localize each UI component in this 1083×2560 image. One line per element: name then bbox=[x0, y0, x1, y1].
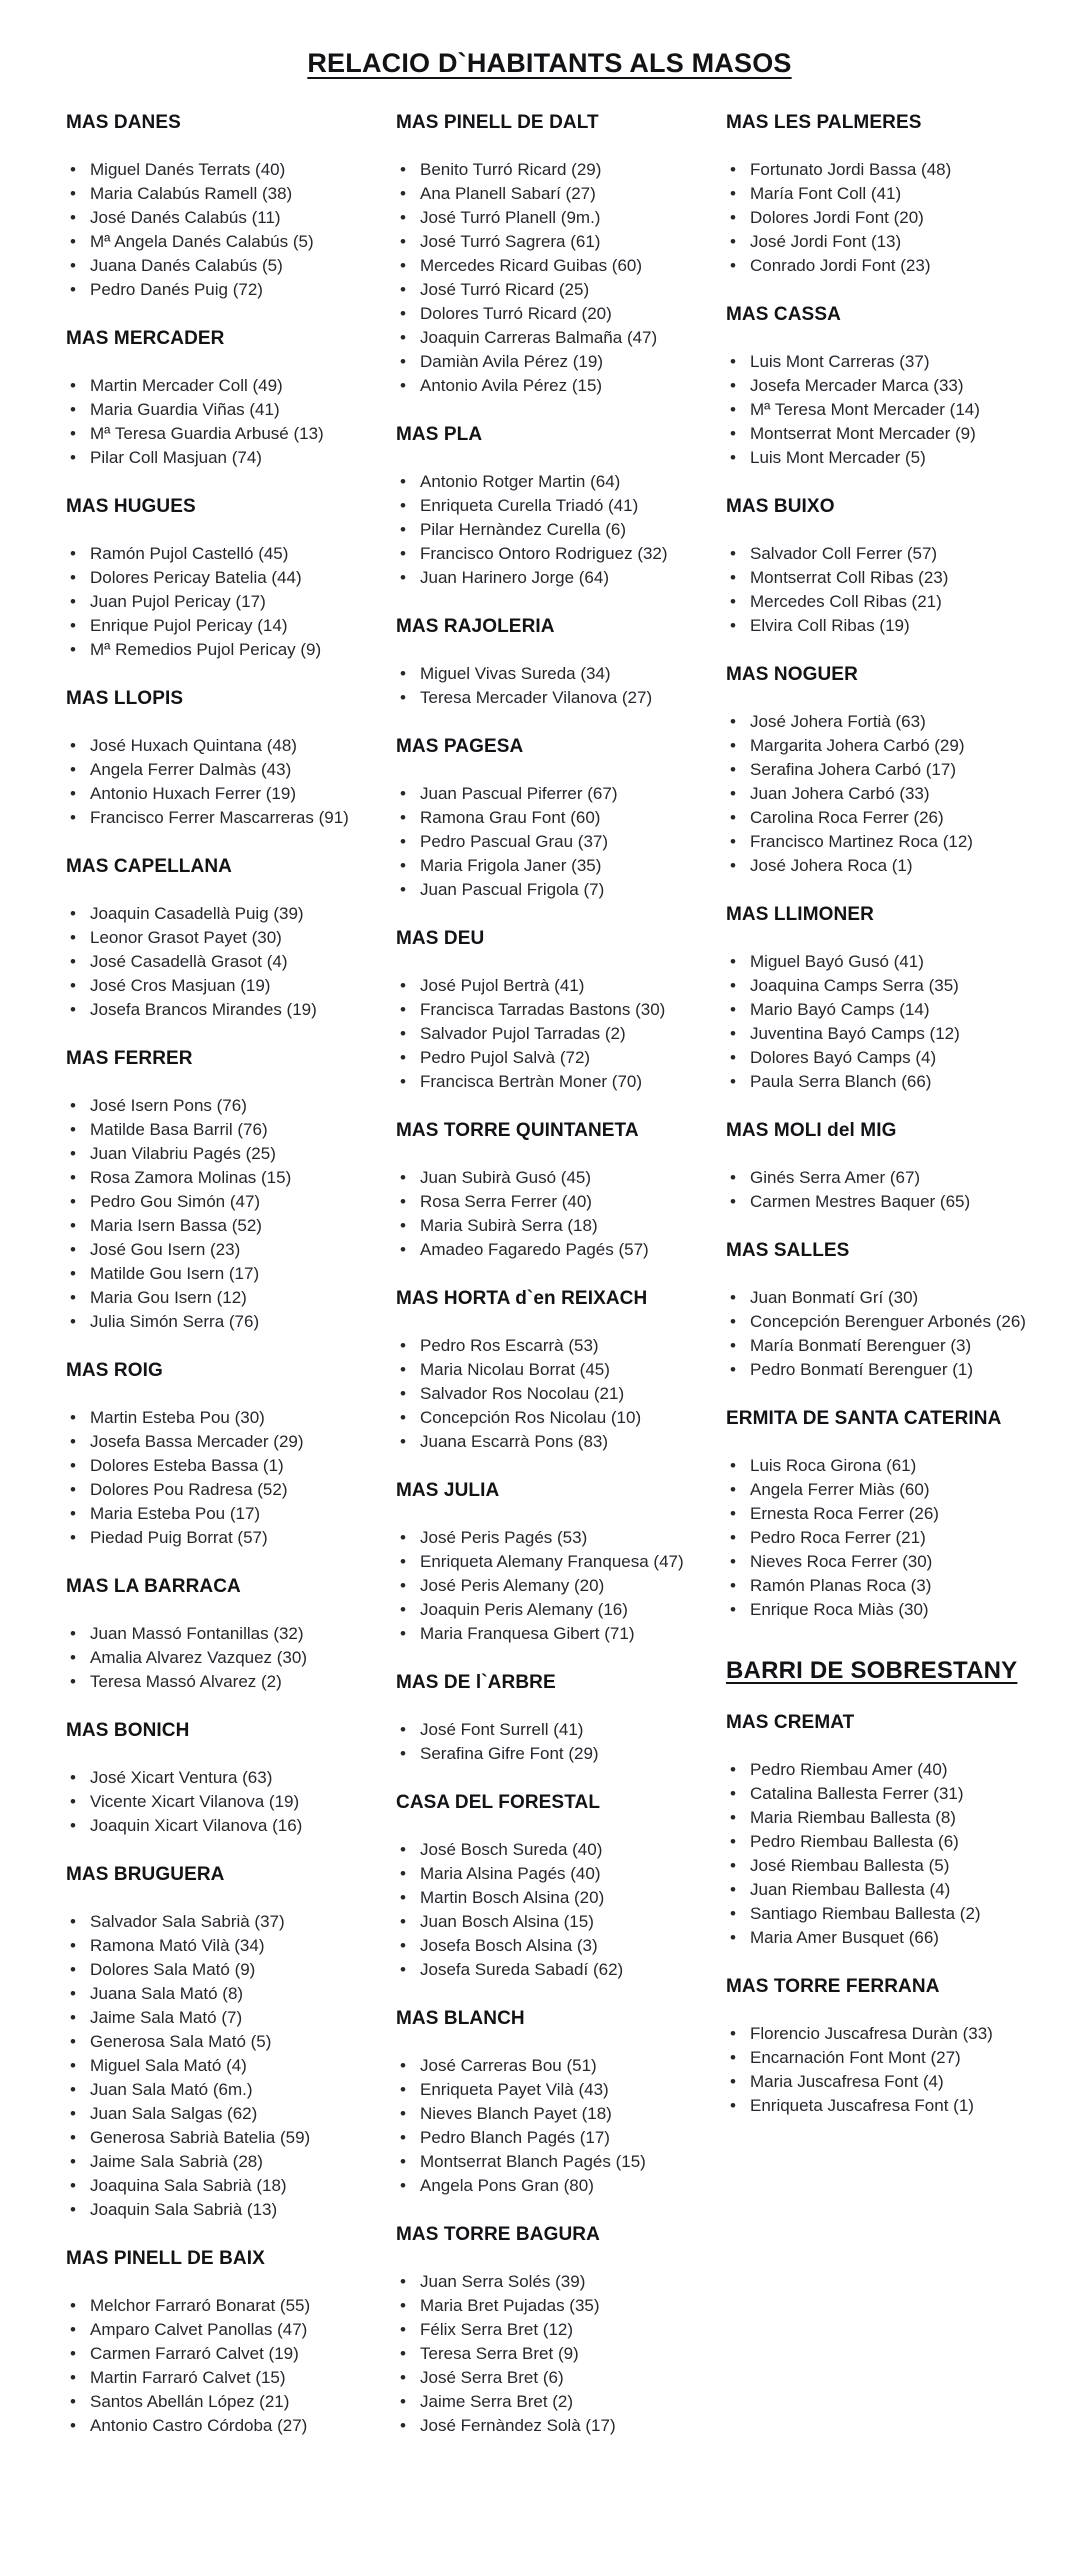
resident-item: • Leonor Grasot Payet (30) bbox=[66, 926, 358, 950]
resident-item: • Margarita Johera Carbó (29) bbox=[726, 734, 1041, 758]
resident-item: • Pedro Riembau Ballesta (6) bbox=[726, 1830, 1041, 1854]
resident-item: • Pedro Roca Ferrer (21) bbox=[726, 1526, 1041, 1550]
resident-item: • Pilar Coll Masjuan (74) bbox=[66, 446, 358, 470]
resident-list bbox=[726, 350, 1041, 470]
section-heading: MAS HUGUES bbox=[66, 496, 196, 517]
resident-item: • Montserrat Coll Ribas (23) bbox=[726, 566, 1041, 590]
section-heading: MAS DE l`ARBRE bbox=[396, 1672, 556, 1693]
resident-item: • Maria Amer Busquet (66) bbox=[726, 1926, 1041, 1950]
resident-item: • Miguel Sala Mató (4) bbox=[66, 2054, 358, 2078]
resident-item: • José Peris Alemany (20) bbox=[396, 1574, 688, 1598]
resident-list bbox=[726, 158, 1041, 278]
resident-item: • Pedro Riembau Amer (40) bbox=[726, 1758, 1041, 1782]
resident-item: • Ramón Planas Roca (3) bbox=[726, 1574, 1041, 1598]
resident-item: • Matilde Gou Isern (17) bbox=[66, 1262, 358, 1286]
resident-item: • Matilde Basa Barril (76) bbox=[66, 1118, 358, 1142]
resident-item: • Juan Johera Carbó (33) bbox=[726, 782, 1041, 806]
resident-item: • Montserrat Blanch Pagés (15) bbox=[396, 2150, 688, 2174]
resident-item: • Antonio Castro Córdoba (27) bbox=[66, 2414, 358, 2438]
resident-item: • Montserrat Mont Mercader (9) bbox=[726, 422, 1041, 446]
resident-item: • Jaime Sala Mató (7) bbox=[66, 2006, 358, 2030]
resident-item: • Juana Sala Mató (8) bbox=[66, 1982, 358, 2006]
resident-item: • Pedro Pujol Salvà (72) bbox=[396, 1046, 688, 1070]
resident-item: • Juan Vilabriu Pagés (25) bbox=[66, 1142, 358, 1166]
resident-item: • Mario Bayó Camps (14) bbox=[726, 998, 1041, 1022]
resident-item: • Jaime Sala Sabrià (28) bbox=[66, 2150, 358, 2174]
resident-item: • Pedro Danés Puig (72) bbox=[66, 278, 358, 302]
resident-item: • Rosa Serra Ferrer (40) bbox=[396, 1190, 688, 1214]
resident-list bbox=[396, 662, 688, 710]
resident-list bbox=[726, 1286, 1041, 1382]
resident-item: • Mercedes Ricard Guibas (60) bbox=[396, 254, 688, 278]
resident-list bbox=[396, 1526, 688, 1646]
section-heading: MAS MERCADER bbox=[66, 328, 225, 349]
resident-item: • Pedro Pascual Grau (37) bbox=[396, 830, 688, 854]
columns bbox=[66, 110, 1033, 2438]
section-heading: MAS CAPELLANA bbox=[66, 856, 232, 877]
resident-list bbox=[396, 158, 688, 398]
resident-item: • Juan Subirà Gusó (45) bbox=[396, 1166, 688, 1190]
resident-item: • Pilar Hernàndez Curella (6) bbox=[396, 518, 688, 542]
section-heading: MAS LLIMONER bbox=[726, 904, 874, 925]
resident-item: • Carolina Roca Ferrer (26) bbox=[726, 806, 1041, 830]
resident-item: • José Cros Masjuan (19) bbox=[66, 974, 358, 998]
resident-item: • Maria Calabús Ramell (38) bbox=[66, 182, 358, 206]
resident-item: • Dolores Turró Ricard (20) bbox=[396, 302, 688, 326]
resident-list bbox=[726, 710, 1041, 878]
resident-item: • Juan Sala Mató (6m.) bbox=[66, 2078, 358, 2102]
resident-item: • Concepción Berenguer Arbonés (26) bbox=[726, 1310, 1041, 1334]
section-heading: MAS PAGESA bbox=[396, 736, 524, 757]
resident-item: • José Font Surrell (41) bbox=[396, 1718, 688, 1742]
resident-item: • Francisca Bertràn Moner (70) bbox=[396, 1070, 688, 1094]
section-heading: MAS BUIXO bbox=[726, 496, 835, 517]
resident-item: • Mª Teresa Guardia Arbusé (13) bbox=[66, 422, 358, 446]
resident-item: • Dolores Pericay Batelia (44) bbox=[66, 566, 358, 590]
resident-item: • Jaime Serra Bret (2) bbox=[396, 2390, 688, 2414]
resident-item: • José Johera Roca (1) bbox=[726, 854, 1041, 878]
resident-item: • Joaquina Sala Sabrià (18) bbox=[66, 2174, 358, 2198]
resident-item: • Salvador Ros Nocolau (21) bbox=[396, 1382, 688, 1406]
resident-item: • Josefa Brancos Mirandes (19) bbox=[66, 998, 358, 1022]
section-heading: MAS MOLI del MIG bbox=[726, 1120, 897, 1141]
section-heading: MAS SALLES bbox=[726, 1240, 850, 1261]
subtitle-heading: BARRI DE SOBRESTANY bbox=[726, 1657, 1018, 1684]
resident-item: • Juan Riembau Ballesta (4) bbox=[726, 1878, 1041, 1902]
section-heading: MAS TORRE QUINTANETA bbox=[396, 1120, 639, 1141]
section-heading: MAS NOGUER bbox=[726, 664, 858, 685]
resident-item: • José Isern Pons (76) bbox=[66, 1094, 358, 1118]
resident-item: • Dolores Bayó Camps (4) bbox=[726, 1046, 1041, 1070]
resident-item: • Luis Mont Mercader (5) bbox=[726, 446, 1041, 470]
resident-item: • Enriqueta Alemany Franquesa (47) bbox=[396, 1550, 688, 1574]
section-heading: CASA DEL FORESTAL bbox=[396, 1792, 601, 1813]
resident-item: • José Serra Bret (6) bbox=[396, 2366, 688, 2390]
resident-item: • María Font Coll (41) bbox=[726, 182, 1041, 206]
resident-item: • Maria Franquesa Gibert (71) bbox=[396, 1622, 688, 1646]
resident-list bbox=[66, 1910, 358, 2222]
section-heading: MAS HORTA d`en REIXACH bbox=[396, 1288, 648, 1309]
resident-item: • Martin Esteba Pou (30) bbox=[66, 1406, 358, 1430]
resident-item: • José Bosch Sureda (40) bbox=[396, 1838, 688, 1862]
resident-item: • Josefa Mercader Marca (33) bbox=[726, 374, 1041, 398]
resident-item: • Serafina Johera Carbó (17) bbox=[726, 758, 1041, 782]
section-heading: MAS LA BARRACA bbox=[66, 1576, 241, 1597]
resident-item: • Carmen Mestres Baquer (65) bbox=[726, 1190, 1041, 1214]
resident-item: • José Turró Sagrera (61) bbox=[396, 230, 688, 254]
resident-item: • Ginés Serra Amer (67) bbox=[726, 1166, 1041, 1190]
resident-item: • Juan Pascual Frigola (7) bbox=[396, 878, 688, 902]
resident-item: • Teresa Massó Alvarez (2) bbox=[66, 1670, 358, 1694]
resident-list bbox=[726, 542, 1041, 638]
resident-item: • José Carreras Bou (51) bbox=[396, 2054, 688, 2078]
resident-item: • Teresa Mercader Vilanova (27) bbox=[396, 686, 688, 710]
resident-item: • Juan Pujol Pericay (17) bbox=[66, 590, 358, 614]
resident-item: • Salvador Pujol Tarradas (2) bbox=[396, 1022, 688, 1046]
resident-list bbox=[726, 1166, 1041, 1214]
resident-item: • Encarnación Font Mont (27) bbox=[726, 2046, 1041, 2070]
resident-item: • Elvira Coll Ribas (19) bbox=[726, 614, 1041, 638]
resident-list bbox=[726, 2022, 1041, 2118]
resident-item: • José Danés Calabús (11) bbox=[66, 206, 358, 230]
resident-item: • Joaquin Peris Alemany (16) bbox=[396, 1598, 688, 1622]
resident-item: • Ramona Mató Vilà (34) bbox=[66, 1934, 358, 1958]
resident-item: • Enrique Roca Miàs (30) bbox=[726, 1598, 1041, 1622]
resident-item: • Mercedes Coll Ribas (21) bbox=[726, 590, 1041, 614]
resident-item: • Maria Guardia Viñas (41) bbox=[66, 398, 358, 422]
resident-list bbox=[66, 2294, 358, 2438]
resident-item: • Angela Pons Gran (80) bbox=[396, 2174, 688, 2198]
column-2 bbox=[396, 110, 688, 2438]
resident-item: • Maria Riembau Ballesta (8) bbox=[726, 1806, 1041, 1830]
resident-item: • Conrado Jordi Font (23) bbox=[726, 254, 1041, 278]
resident-item: • Amalia Alvarez Vazquez (30) bbox=[66, 1646, 358, 1670]
resident-item: • Carmen Farraró Calvet (19) bbox=[66, 2342, 358, 2366]
resident-item: • Salvador Coll Ferrer (57) bbox=[726, 542, 1041, 566]
section-heading: MAS TORRE FERRANA bbox=[726, 1976, 940, 1997]
section-heading: MAS FERRER bbox=[66, 1048, 193, 1069]
resident-item: • Juana Danés Calabús (5) bbox=[66, 254, 358, 278]
resident-item: • Vicente Xicart Vilanova (19) bbox=[66, 1790, 358, 1814]
resident-item: • Enriqueta Juscafresa Font (1) bbox=[726, 2094, 1041, 2118]
resident-item: • Miguel Vivas Sureda (34) bbox=[396, 662, 688, 686]
resident-item: • Melchor Farraró Bonarat (55) bbox=[66, 2294, 358, 2318]
resident-item: • Juan Sala Salgas (62) bbox=[66, 2102, 358, 2126]
section-heading: MAS BLANCH bbox=[396, 2008, 525, 2029]
resident-item: • Antonio Huxach Ferrer (19) bbox=[66, 782, 358, 806]
resident-item: • José Casadellà Grasot (4) bbox=[66, 950, 358, 974]
resident-item: • Amadeo Fagaredo Pagés (57) bbox=[396, 1238, 688, 1262]
resident-item: • José Jordi Font (13) bbox=[726, 230, 1041, 254]
resident-item: • Teresa Serra Bret (9) bbox=[396, 2342, 688, 2366]
resident-item: • Antonio Rotger Martin (64) bbox=[396, 470, 688, 494]
resident-item: • Dolores Esteba Bassa (1) bbox=[66, 1454, 358, 1478]
resident-list bbox=[396, 2270, 688, 2438]
resident-list bbox=[396, 1838, 688, 1982]
resident-item: • Julia Simón Serra (76) bbox=[66, 1310, 358, 1334]
resident-item: • Fortunato Jordi Bassa (48) bbox=[726, 158, 1041, 182]
resident-item: • Joaquin Casadellà Puig (39) bbox=[66, 902, 358, 926]
resident-item: • José Peris Pagés (53) bbox=[396, 1526, 688, 1550]
resident-item: • Luis Roca Girona (61) bbox=[726, 1454, 1041, 1478]
resident-item: • Salvador Sala Sabrià (37) bbox=[66, 1910, 358, 1934]
resident-item: • Maria Isern Bassa (52) bbox=[66, 1214, 358, 1238]
section-heading: MAS PINELL DE BAIX bbox=[66, 2248, 265, 2269]
resident-list bbox=[66, 1622, 358, 1694]
resident-list bbox=[396, 1718, 688, 1766]
resident-item: • Pedro Gou Simón (47) bbox=[66, 1190, 358, 1214]
resident-item: • Paula Serra Blanch (66) bbox=[726, 1070, 1041, 1094]
resident-item: • Catalina Ballesta Ferrer (31) bbox=[726, 1782, 1041, 1806]
resident-list bbox=[66, 374, 358, 470]
resident-list bbox=[396, 1166, 688, 1262]
resident-item: • Miguel Danés Terrats (40) bbox=[66, 158, 358, 182]
section-heading: MAS JULIA bbox=[396, 1480, 500, 1501]
section-heading: MAS LLOPIS bbox=[66, 688, 184, 709]
resident-item: • Ernesta Roca Ferrer (26) bbox=[726, 1502, 1041, 1526]
resident-item: • Benito Turró Ricard (29) bbox=[396, 158, 688, 182]
resident-item: • Dolores Jordi Font (20) bbox=[726, 206, 1041, 230]
resident-list bbox=[726, 1758, 1041, 1950]
resident-item: • Félix Serra Bret (12) bbox=[396, 2318, 688, 2342]
resident-item: • Pedro Blanch Pagés (17) bbox=[396, 2126, 688, 2150]
section-heading: MAS CREMAT bbox=[726, 1712, 855, 1733]
resident-item: • José Turró Planell (9m.) bbox=[396, 206, 688, 230]
resident-item: • Joaquin Sala Sabrià (13) bbox=[66, 2198, 358, 2222]
resident-list bbox=[66, 1094, 358, 1334]
resident-item: • Maria Nicolau Borrat (45) bbox=[396, 1358, 688, 1382]
resident-list bbox=[66, 1766, 358, 1838]
resident-item: • Joaquin Xicart Vilanova (16) bbox=[66, 1814, 358, 1838]
resident-list bbox=[66, 902, 358, 1022]
resident-list bbox=[66, 1406, 358, 1550]
resident-item: • Maria Esteba Pou (17) bbox=[66, 1502, 358, 1526]
resident-item: • Juan Bonmatí Grí (30) bbox=[726, 1286, 1041, 1310]
resident-item: • Maria Alsina Pagés (40) bbox=[396, 1862, 688, 1886]
resident-item: • Maria Gou Isern (12) bbox=[66, 1286, 358, 1310]
resident-item: • José Riembau Ballesta (5) bbox=[726, 1854, 1041, 1878]
section-heading: MAS LES PALMERES bbox=[726, 112, 922, 133]
section-heading: MAS BONICH bbox=[66, 1720, 190, 1741]
resident-item: • José Xicart Ventura (63) bbox=[66, 1766, 358, 1790]
resident-item: • Enriqueta Payet Vilà (43) bbox=[396, 2078, 688, 2102]
resident-item: • Miguel Bayó Gusó (41) bbox=[726, 950, 1041, 974]
resident-item: • Santiago Riembau Ballesta (2) bbox=[726, 1902, 1041, 1926]
resident-list bbox=[396, 974, 688, 1094]
section-heading: MAS RAJOLERIA bbox=[396, 616, 555, 637]
resident-item: • Damiàn Avila Pérez (19) bbox=[396, 350, 688, 374]
section-heading: MAS TORRE BAGURA bbox=[396, 2224, 600, 2245]
resident-item: • Josefa Bosch Alsina (3) bbox=[396, 1934, 688, 1958]
section-heading: MAS CASSA bbox=[726, 304, 841, 325]
resident-item: • Ramona Grau Font (60) bbox=[396, 806, 688, 830]
resident-item: • Juan Bosch Alsina (15) bbox=[396, 1910, 688, 1934]
resident-item: • María Bonmatí Berenguer (3) bbox=[726, 1334, 1041, 1358]
resident-item: • Nieves Roca Ferrer (30) bbox=[726, 1550, 1041, 1574]
resident-item: • Juan Serra Solés (39) bbox=[396, 2270, 688, 2294]
page-title: RELACIO D`HABITANTS ALS MASOS bbox=[307, 48, 792, 78]
section-heading: MAS BRUGUERA bbox=[66, 1864, 225, 1885]
resident-item: • Josefa Sureda Sabadí (62) bbox=[396, 1958, 688, 1982]
resident-item: • Dolores Pou Radresa (52) bbox=[66, 1478, 358, 1502]
resident-item: • José Gou Isern (23) bbox=[66, 1238, 358, 1262]
resident-list bbox=[396, 1334, 688, 1454]
resident-item: • Martin Farraró Calvet (15) bbox=[66, 2366, 358, 2390]
resident-item: • José Johera Fortià (63) bbox=[726, 710, 1041, 734]
resident-item: • Maria Subirà Serra (18) bbox=[396, 1214, 688, 1238]
resident-item: • Nieves Blanch Payet (18) bbox=[396, 2102, 688, 2126]
resident-list bbox=[396, 470, 688, 590]
column-1 bbox=[66, 110, 358, 2438]
column-3 bbox=[726, 110, 1041, 2118]
resident-item: • Piedad Puig Borrat (57) bbox=[66, 1526, 358, 1550]
resident-item: • Maria Frigola Janer (35) bbox=[396, 854, 688, 878]
resident-item: • Josefa Bassa Mercader (29) bbox=[66, 1430, 358, 1454]
resident-list bbox=[396, 782, 688, 902]
resident-item: • Mª Angela Danés Calabús (5) bbox=[66, 230, 358, 254]
resident-item: • Juan Harinero Jorge (64) bbox=[396, 566, 688, 590]
resident-list bbox=[726, 1454, 1041, 1622]
resident-item: • Juan Massó Fontanillas (32) bbox=[66, 1622, 358, 1646]
resident-item: • Generosa Sala Mató (5) bbox=[66, 2030, 358, 2054]
resident-item: • Pedro Ros Escarrà (53) bbox=[396, 1334, 688, 1358]
resident-item: • Martin Mercader Coll (49) bbox=[66, 374, 358, 398]
section-heading: MAS ROIG bbox=[66, 1360, 163, 1381]
resident-item: • Enriqueta Curella Triadó (41) bbox=[396, 494, 688, 518]
resident-item: • Enrique Pujol Pericay (14) bbox=[66, 614, 358, 638]
resident-item: • Juventina Bayó Camps (12) bbox=[726, 1022, 1041, 1046]
resident-item: • Martin Bosch Alsina (20) bbox=[396, 1886, 688, 1910]
resident-item: • Antonio Avila Pérez (15) bbox=[396, 374, 688, 398]
resident-item: • Maria Juscafresa Font (4) bbox=[726, 2070, 1041, 2094]
resident-item: • Francisco Ferrer Mascarreras (91) bbox=[66, 806, 358, 830]
resident-item: • Francisco Ontoro Rodriguez (32) bbox=[396, 542, 688, 566]
resident-list bbox=[66, 734, 358, 830]
resident-item: • Pedro Bonmatí Berenguer (1) bbox=[726, 1358, 1041, 1382]
resident-item: • Francisca Tarradas Bastons (30) bbox=[396, 998, 688, 1022]
resident-item: • José Turró Ricard (25) bbox=[396, 278, 688, 302]
resident-item: • Angela Ferrer Miàs (60) bbox=[726, 1478, 1041, 1502]
resident-item: • Florencio Juscafresa Duràn (33) bbox=[726, 2022, 1041, 2046]
resident-item: • Francisco Martinez Roca (12) bbox=[726, 830, 1041, 854]
section-heading: MAS DEU bbox=[396, 928, 485, 949]
resident-item: • José Pujol Bertrà (41) bbox=[396, 974, 688, 998]
resident-item: • Rosa Zamora Molinas (15) bbox=[66, 1166, 358, 1190]
resident-item: • Mª Remedios Pujol Pericay (9) bbox=[66, 638, 358, 662]
resident-item: • Joaquin Carreras Balmaña (47) bbox=[396, 326, 688, 350]
resident-item: • Serafina Gifre Font (29) bbox=[396, 1742, 688, 1766]
resident-item: • Joaquina Camps Serra (35) bbox=[726, 974, 1041, 998]
resident-item: • José Huxach Quintana (48) bbox=[66, 734, 358, 758]
resident-item: • Juan Pascual Piferrer (67) bbox=[396, 782, 688, 806]
resident-item: • Dolores Sala Mató (9) bbox=[66, 1958, 358, 1982]
resident-item: • Amparo Calvet Panollas (47) bbox=[66, 2318, 358, 2342]
resident-item: • Angela Ferrer Dalmàs (43) bbox=[66, 758, 358, 782]
section-heading: ERMITA DE SANTA CATERINA bbox=[726, 1408, 1002, 1429]
resident-item: • Mª Teresa Mont Mercader (14) bbox=[726, 398, 1041, 422]
resident-item: • Generosa Sabrià Batelia (59) bbox=[66, 2126, 358, 2150]
resident-item: • Juana Escarrà Pons (83) bbox=[396, 1430, 688, 1454]
resident-item: • José Fernàndez Solà (17) bbox=[396, 2414, 688, 2438]
resident-item: • Maria Bret Pujadas (35) bbox=[396, 2294, 688, 2318]
resident-list bbox=[66, 542, 358, 662]
resident-list bbox=[66, 158, 358, 302]
resident-item: • Ramón Pujol Castelló (45) bbox=[66, 542, 358, 566]
resident-list bbox=[396, 2054, 688, 2198]
resident-item: • Luis Mont Carreras (37) bbox=[726, 350, 1041, 374]
resident-item: • Santos Abellán López (21) bbox=[66, 2390, 358, 2414]
resident-list bbox=[726, 950, 1041, 1094]
section-heading: MAS DANES bbox=[66, 112, 181, 133]
resident-item: • Concepción Ros Nicolau (10) bbox=[396, 1406, 688, 1430]
resident-item: • Ana Planell Sabarí (27) bbox=[396, 182, 688, 206]
section-heading: MAS PINELL DE DALT bbox=[396, 112, 599, 133]
section-heading: MAS PLA bbox=[396, 424, 483, 445]
